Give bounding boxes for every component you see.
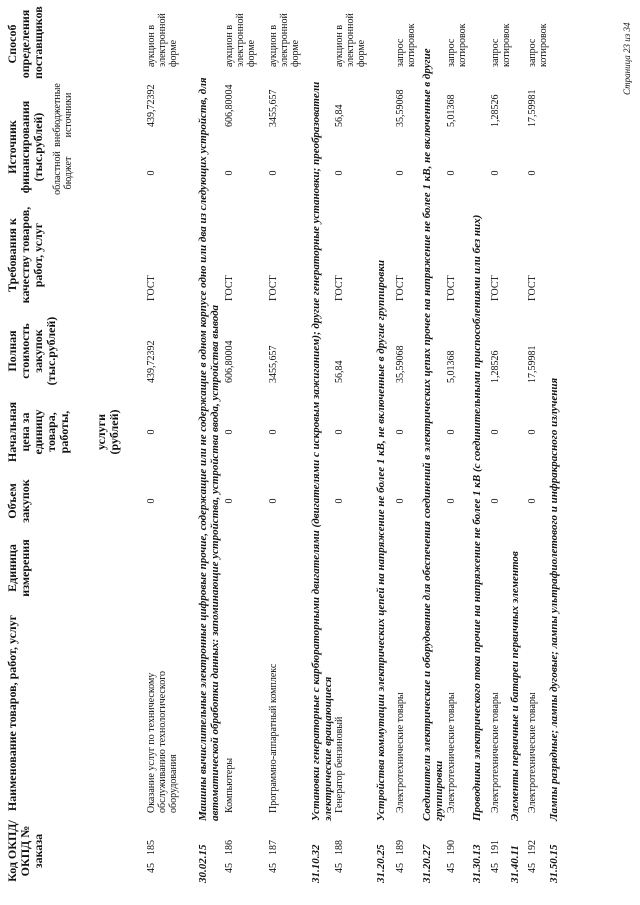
item-name: Компьютеры [224, 757, 235, 813]
item-name: Электротехнические товары [446, 692, 457, 813]
item-total: 35,59068 [395, 345, 406, 383]
section-title: Соединители электрические и оборудование для обеспечения соединений в электрических цепях прочее на напряжение не более 1 кВ, не включенные в другие группировки [421, 48, 445, 821]
item-volume: 0 [490, 498, 501, 504]
item-name: Программно-аппаратный комплекс [268, 663, 279, 813]
section-code: 31.40.11 [509, 845, 521, 883]
item-total: 1,28526 [490, 350, 501, 383]
item-fin-offbudget: 439,72392 [146, 84, 157, 127]
header-requirements: Требования к качеству товаров, работ, услуг [5, 206, 45, 304]
item-method: запрос котировок [446, 23, 468, 67]
item-requirements: ГОСТ [146, 275, 157, 301]
item-number: 186 [224, 840, 235, 855]
item-price: 0 [527, 429, 538, 435]
header-name: Наименование товаров, работ, услуг [5, 614, 19, 812]
item-fin-offbudget: 5,01368 [446, 94, 457, 127]
item-method: аукцион в электронной форме [334, 13, 367, 67]
item-requirements: ГОСТ [224, 275, 235, 301]
item-volume: 0 [527, 498, 538, 504]
order-number: 45 [446, 863, 457, 873]
item-requirements: ГОСТ [446, 275, 457, 301]
header-code: Код ОКПД/ ОКПД № заказа [5, 820, 45, 882]
item-total: 606,80004 [224, 340, 235, 383]
item-name: Оказание услуг по техническому обслуживанию технологического оборудования [146, 670, 179, 813]
item-total: 56,84 [334, 360, 345, 383]
item-name: Электротехнические товары [395, 692, 406, 813]
section-title: Машины вычислительные электронные цифровые прочие, содержащие или не содержащие в одном корпусе одно или два из следующих устройств, для автоматической обработки данных: запоминающие устройства, устройства ввода, устройства вывода [197, 77, 221, 821]
header-volume: Объем закупок [5, 479, 32, 523]
item-number: 187 [268, 840, 279, 855]
item-number: 185 [146, 840, 157, 855]
item-requirements: ГОСТ [490, 275, 501, 301]
header-unit: Единица измерения [5, 539, 32, 597]
item-requirements: ГОСТ [334, 275, 345, 301]
item-total: 439,72392 [146, 340, 157, 383]
order-number: 45 [490, 863, 501, 873]
item-number: 192 [527, 840, 538, 855]
item-method: аукцион в электронной форме [268, 13, 301, 67]
item-total: 17,59981 [527, 345, 538, 383]
item-requirements: ГОСТ [268, 275, 279, 301]
section-code: 31.20.27 [421, 844, 433, 883]
item-price: 0 [334, 429, 345, 435]
item-fin-offbudget: 606,80004 [224, 84, 235, 127]
header-financing: Источник финансирования (тыс.рублей) [5, 100, 45, 194]
item-method: запрос котировок [527, 23, 549, 67]
section-code: 31.30.13 [471, 844, 483, 883]
section-code: 31.50.15 [548, 844, 560, 883]
order-number: 45 [334, 863, 345, 873]
item-fin-regional: 0 [268, 170, 279, 176]
item-method: аукцион в электронной форме [146, 13, 179, 67]
item-fin-offbudget: 35,59068 [395, 89, 406, 127]
section-code: 31.10.32 [310, 844, 322, 883]
item-volume: 0 [446, 498, 457, 504]
page-footer: Страница 23 из 34 [622, 22, 632, 95]
section-code: 31.20.25 [375, 844, 387, 883]
section-title: Проводники электрического тока прочие на напряжение не более 1 кВ (с соединительными приспособлениями или без них) [471, 214, 483, 821]
item-volume: 0 [334, 498, 345, 504]
item-total: 5,01368 [446, 350, 457, 383]
item-fin-regional: 0 [224, 170, 235, 176]
section-title: Лампы разрядные; лампы дуговые; лампы ультрафиолетового и инфракрасного излучения [548, 377, 560, 821]
order-number: 45 [395, 863, 406, 873]
item-volume: 0 [395, 498, 406, 504]
header-total: Полная стоимость закупок (тыс.рублей) [5, 316, 58, 386]
item-number: 188 [334, 840, 345, 855]
item-requirements: ГОСТ [527, 275, 538, 301]
section-code: 30.02.15 [197, 844, 209, 883]
item-method: аукцион в электронной форме [224, 13, 257, 67]
item-name: Генератор бензиновый [334, 716, 345, 813]
header-method: Способ определения поставщиков [5, 6, 45, 79]
item-volume: 0 [268, 498, 279, 504]
item-price: 0 [446, 429, 457, 435]
item-price: 0 [395, 429, 406, 435]
item-requirements: ГОСТ [395, 275, 406, 301]
item-volume: 0 [224, 498, 235, 504]
item-name: Электротехнические товары [490, 692, 501, 813]
header-price: Начальная цена за единицу товара, работы, [5, 401, 71, 463]
item-name: Электротехнические товары [527, 692, 538, 813]
section-title: Устройства коммутации электрических цепей на напряжение не более 1 кВ, не включенные в другие группировки [375, 259, 387, 821]
item-price: 0 [224, 429, 235, 435]
order-number: 45 [268, 863, 279, 873]
item-number: 189 [395, 840, 406, 855]
item-number: 191 [490, 840, 501, 855]
item-fin-offbudget: 17,59981 [527, 89, 538, 127]
item-price: 0 [146, 429, 157, 435]
item-total: 3455,657 [268, 345, 279, 383]
item-fin-offbudget: 1,28526 [490, 94, 501, 127]
order-number: 45 [527, 863, 538, 873]
order-number: 45 [146, 863, 157, 873]
item-fin-regional: 0 [395, 170, 406, 176]
item-method: запрос котировок [395, 23, 417, 67]
item-method: запрос котировок [490, 23, 512, 67]
item-fin-regional: 0 [146, 170, 157, 176]
item-fin-regional: 0 [527, 170, 538, 176]
item-fin-offbudget: 56,84 [334, 104, 345, 127]
header-price-tail: услуги (рублей) [94, 409, 121, 455]
header-fin-regional: областной бюджет [52, 151, 74, 195]
item-volume: 0 [146, 498, 157, 504]
item-price: 0 [268, 429, 279, 435]
item-number: 190 [446, 840, 457, 855]
item-fin-offbudget: 3455,657 [268, 89, 279, 127]
item-fin-regional: 0 [446, 170, 457, 176]
header-fin-offbudget: внебюджетные источники [52, 83, 74, 147]
item-price: 0 [490, 429, 501, 435]
section-title: Элементы первичные и батареи первичных элементов [509, 551, 521, 821]
item-fin-regional: 0 [334, 170, 345, 176]
item-fin-regional: 0 [490, 170, 501, 176]
section-title: Установки генераторные с карбюраторными двигателями (двигателями с искровым зажиганием); другие генераторные установки; преобразователи электрические вращающиеся [310, 81, 334, 821]
order-number: 45 [224, 863, 235, 873]
